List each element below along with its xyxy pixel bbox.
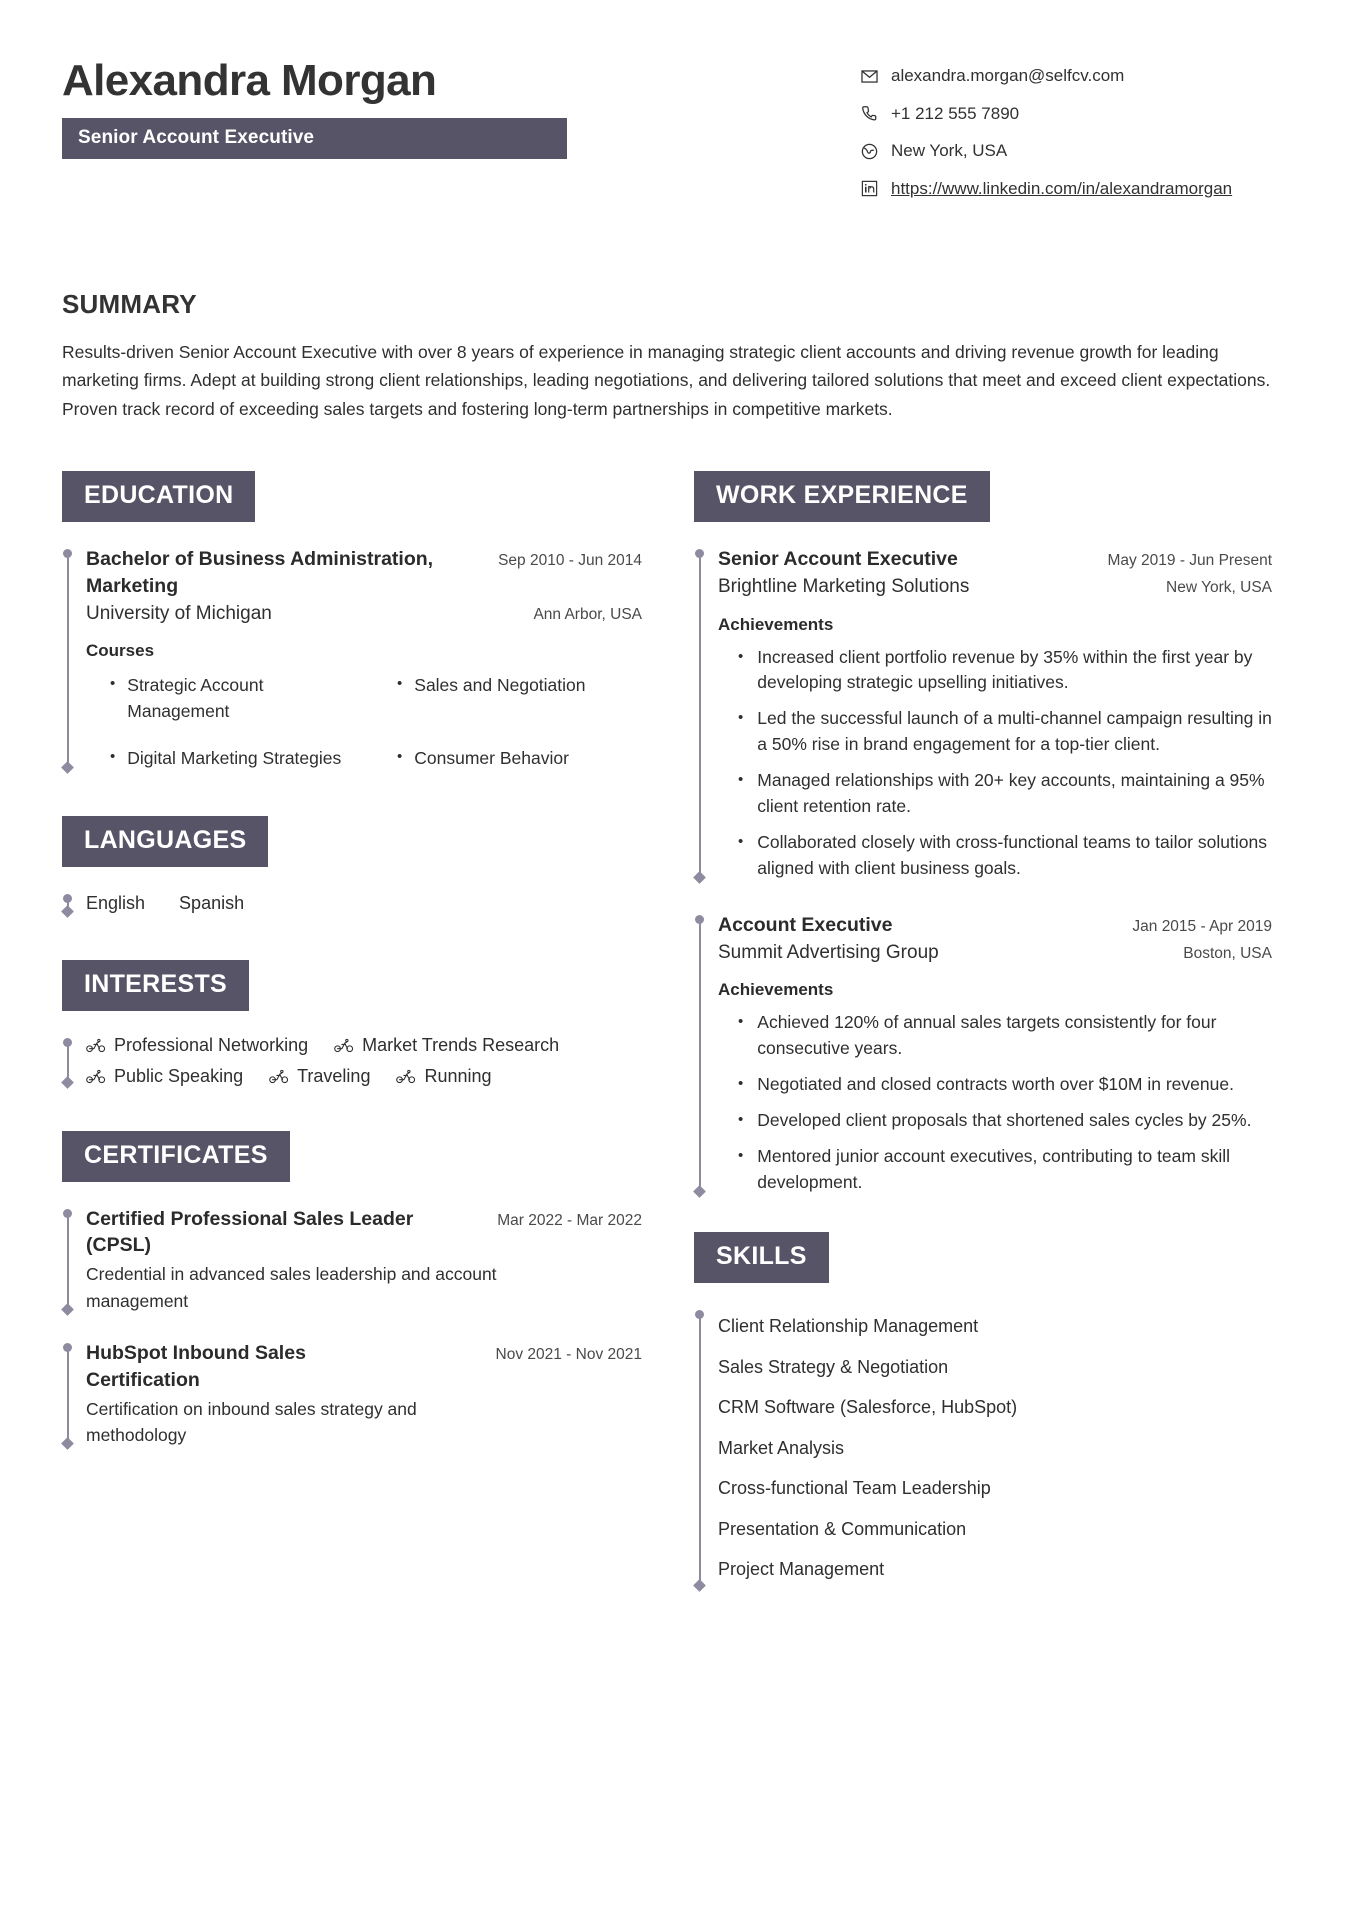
achievement-item (738, 1144, 1272, 1196)
interests-banner-wrap (62, 960, 642, 1011)
work-company: Brightline Marketing Solutions (718, 575, 970, 597)
work-entry-timeline (694, 546, 1272, 882)
linkedin-icon (858, 178, 880, 200)
skill-item: Project Management (718, 1559, 885, 1580)
job-title-band: Senior Account Executive (62, 118, 567, 159)
work-entry (718, 912, 1272, 1196)
contact-location-text: New York, USA (891, 141, 1008, 161)
interest-label: Traveling (297, 1065, 371, 1086)
skill-item: Presentation & Communication (718, 1518, 967, 1539)
languages-heading: LANGUAGES (62, 816, 268, 867)
bullet-dot: • (397, 748, 403, 766)
skill-item: Market Analysis (718, 1437, 845, 1458)
course-item (373, 673, 642, 724)
resume-header (62, 52, 1288, 237)
certificate-title: Certified Professional Sales Leader (CPSL) (86, 1207, 414, 1257)
contact-email-text: alexandra.morgan@selfcv.com (891, 66, 1125, 85)
education-location: Ann Arbor, USA (533, 605, 642, 623)
certificate-entry (86, 1340, 642, 1448)
education-degree: Bachelor of Business Administration, Marketing (86, 548, 434, 597)
timeline-end-marker (693, 871, 706, 884)
education-timeline (62, 546, 642, 772)
interest-label: Professional Networking (114, 1034, 309, 1055)
content-columns (62, 471, 1288, 1590)
achievement-text: Managed relationships with 20+ key accounts, maintaining a 95% client retention rate. (757, 770, 1265, 816)
course-label: Consumer Behavior (414, 748, 569, 769)
work-position: Account Executive (718, 913, 893, 936)
education-entry (86, 546, 642, 772)
interests-timeline (62, 1035, 642, 1087)
summary-section (62, 289, 1288, 423)
interest-label: Public Speaking (114, 1065, 244, 1086)
timeline-end-marker (61, 905, 74, 918)
skill-item: Sales Strategy & Negotiation (718, 1356, 949, 1377)
bullet-dot: • (738, 1074, 744, 1092)
work-company: Summit Advertising Group (718, 941, 939, 963)
header-identity (62, 52, 582, 159)
achievements-list (718, 1010, 1272, 1195)
interest-label: Market Trends Research (362, 1034, 560, 1055)
interest-item (86, 1035, 308, 1056)
work-entry-head (718, 912, 1272, 939)
work-position: Senior Account Executive (718, 548, 958, 571)
languages-banner-wrap (62, 816, 642, 867)
certificate-entry (86, 1206, 642, 1314)
interest-item (269, 1066, 370, 1087)
bullet-dot: • (738, 771, 744, 789)
interests-heading: INTERESTS (62, 960, 249, 1011)
spacer (694, 1196, 1272, 1232)
work-entry-head (718, 546, 1272, 573)
certificates-banner-wrap (62, 1131, 642, 1182)
course-item (373, 746, 642, 771)
timeline-end-marker (693, 1579, 706, 1592)
course-label: Strategic Account Management (127, 675, 264, 721)
achievement-item (738, 645, 1272, 697)
education-date: Sep 2010 - Jun 2014 (498, 552, 642, 570)
certificate-timeline (62, 1206, 642, 1314)
work-date: May 2019 - Jun Present (1107, 552, 1272, 570)
education-banner-wrap (62, 471, 642, 522)
achievement-item (738, 706, 1272, 758)
right-column (694, 471, 1272, 1590)
contact-email[interactable] (858, 64, 1288, 89)
work-location: Boston, USA (1183, 944, 1272, 962)
timeline-end-marker (61, 1437, 74, 1450)
achievement-text: Led the successful launch of a multi-channel campaign resulting in a 50% rise in brand engagement for a top-tier client. (757, 708, 1272, 755)
achievements-list (718, 645, 1272, 882)
achievement-text: Collaborated closely with cross-functional teams to tailor solutions aligned with client business goals. (757, 831, 1267, 878)
interest-item (334, 1035, 559, 1056)
interests-row (86, 1035, 642, 1056)
spacer (62, 916, 642, 960)
language-item: Spanish (179, 892, 245, 913)
languages-row (86, 891, 642, 916)
work-experience-banner-wrap (694, 471, 1272, 522)
interest-label: Running (424, 1065, 492, 1086)
work-entry-timeline (694, 912, 1272, 1196)
certificate-date: Mar 2022 - Mar 2022 (497, 1211, 642, 1229)
education-heading: EDUCATION (62, 471, 255, 522)
achievement-item (738, 1072, 1272, 1098)
spacer (62, 1087, 642, 1131)
work-entry-sub (718, 940, 1272, 967)
education-school: University of Michigan (86, 602, 272, 624)
skill-item: Client Relationship Management (718, 1316, 979, 1336)
course-item (86, 673, 355, 724)
certificate-description: Credential in advanced sales leadership and account management (86, 1264, 497, 1311)
bicycle-icon (86, 1069, 106, 1084)
interest-item (396, 1066, 491, 1087)
skills-banner-wrap (694, 1232, 1272, 1283)
work-experience-section (694, 471, 1272, 1195)
course-item (86, 746, 355, 771)
spacer (62, 772, 642, 816)
contact-location (858, 139, 1288, 164)
bullet-dot: • (738, 832, 744, 850)
bullet-dot: • (738, 647, 744, 665)
skill-item: Cross-functional Team Leadership (718, 1478, 991, 1499)
achievement-text: Mentored junior account executives, contributing to team skill development. (757, 1145, 1231, 1192)
envelope-icon (858, 65, 880, 87)
timeline-end-marker (61, 1303, 74, 1316)
summary-heading: SUMMARY (62, 289, 197, 319)
work-entry (718, 546, 1272, 882)
timeline-end-marker (61, 1076, 74, 1089)
achievement-text: Achieved 120% of annual sales targets consistently for four consecutive years. (757, 1012, 1217, 1059)
work-date: Jan 2015 - Apr 2019 (1132, 917, 1272, 935)
achievement-text: Negotiated and closed contracts worth over $10M in revenue. (757, 1073, 1234, 1094)
courses-label: Courses (86, 641, 155, 661)
timeline-end-marker (693, 1185, 706, 1198)
language-item: English (86, 892, 146, 913)
contact-linkedin-text[interactable]: https://www.linkedin.com/in/alexandramorgan (891, 178, 1233, 198)
phone-icon (858, 103, 880, 125)
bullet-dot: • (397, 675, 403, 693)
courses-grid (86, 673, 642, 771)
certificates-section (62, 1131, 642, 1449)
skills-heading: SKILLS (694, 1232, 829, 1283)
education-entry-sub (86, 601, 642, 628)
certificates-heading: CERTIFICATES (62, 1131, 290, 1182)
summary-text: Results-driven Senior Account Executive with over 8 years of experience in managing strategic client accounts and driving revenue growth for leading marketing firms. Adept at building strong client relationships, leading negotiations, and delivering tailored solutions that meet and exceed client expectations. Proven track record of exceeding sales targets and fostering long-term partnerships in competitive markets. (62, 342, 1271, 419)
skill-item: CRM Software (Salesforce, HubSpot) (718, 1397, 1018, 1418)
languages-timeline (62, 891, 642, 916)
achievements-label: Achievements (718, 614, 834, 634)
work-location: New York, USA (1166, 578, 1272, 596)
bicycle-icon (86, 1038, 106, 1053)
achievement-text: Increased client portfolio revenue by 35% within the first year by developing strategic upselling initiatives. (757, 646, 1253, 693)
education-section (62, 471, 642, 772)
left-column (62, 471, 642, 1590)
skills-section (694, 1232, 1272, 1591)
course-label: Sales and Negotiation (414, 675, 586, 696)
certificate-entry-head (86, 1340, 642, 1394)
bullet-dot: • (110, 748, 116, 766)
achievements-label: Achievements (718, 980, 834, 1000)
contact-linkedin[interactable] (858, 177, 1288, 202)
education-entry-head (86, 546, 642, 600)
certificate-date: Nov 2021 - Nov 2021 (495, 1345, 642, 1363)
globe-icon (858, 140, 880, 162)
achievement-item (738, 830, 1272, 882)
certificate-title: HubSpot Inbound Sales Certification (86, 1341, 306, 1391)
certificate-description: Certification on inbound sales strategy and methodology (86, 1398, 417, 1445)
contact-phone[interactable] (858, 102, 1288, 127)
bicycle-icon (269, 1069, 289, 1084)
bicycle-icon (396, 1069, 416, 1084)
work-experience-heading: WORK EXPERIENCE (694, 471, 990, 522)
contact-list (858, 52, 1288, 202)
achievement-item (738, 1010, 1272, 1062)
page-title: Alexandra Morgan (62, 56, 437, 105)
achievement-text: Developed client proposals that shortened sales cycles by 25%. (757, 1109, 1252, 1130)
skills-timeline (694, 1307, 1272, 1591)
bullet-dot: • (738, 1146, 744, 1164)
bullet-dot: • (738, 709, 744, 727)
interests-section (62, 960, 642, 1087)
bicycle-icon (334, 1038, 354, 1053)
contact-phone-text: +1 212 555 7890 (891, 103, 1020, 123)
timeline-end-marker (61, 761, 74, 774)
achievement-item (738, 768, 1272, 820)
bullet-dot: • (738, 1110, 744, 1128)
certificate-timeline (62, 1340, 642, 1448)
certificate-entry-head (86, 1206, 642, 1260)
interests-row (86, 1066, 642, 1087)
bullet-dot: • (738, 1013, 744, 1031)
interest-item (86, 1066, 243, 1087)
bullet-dot: • (110, 675, 116, 693)
work-entry-sub (718, 574, 1272, 601)
course-label: Digital Marketing Strategies (127, 748, 342, 769)
achievement-item (738, 1108, 1272, 1134)
languages-section (62, 816, 642, 916)
